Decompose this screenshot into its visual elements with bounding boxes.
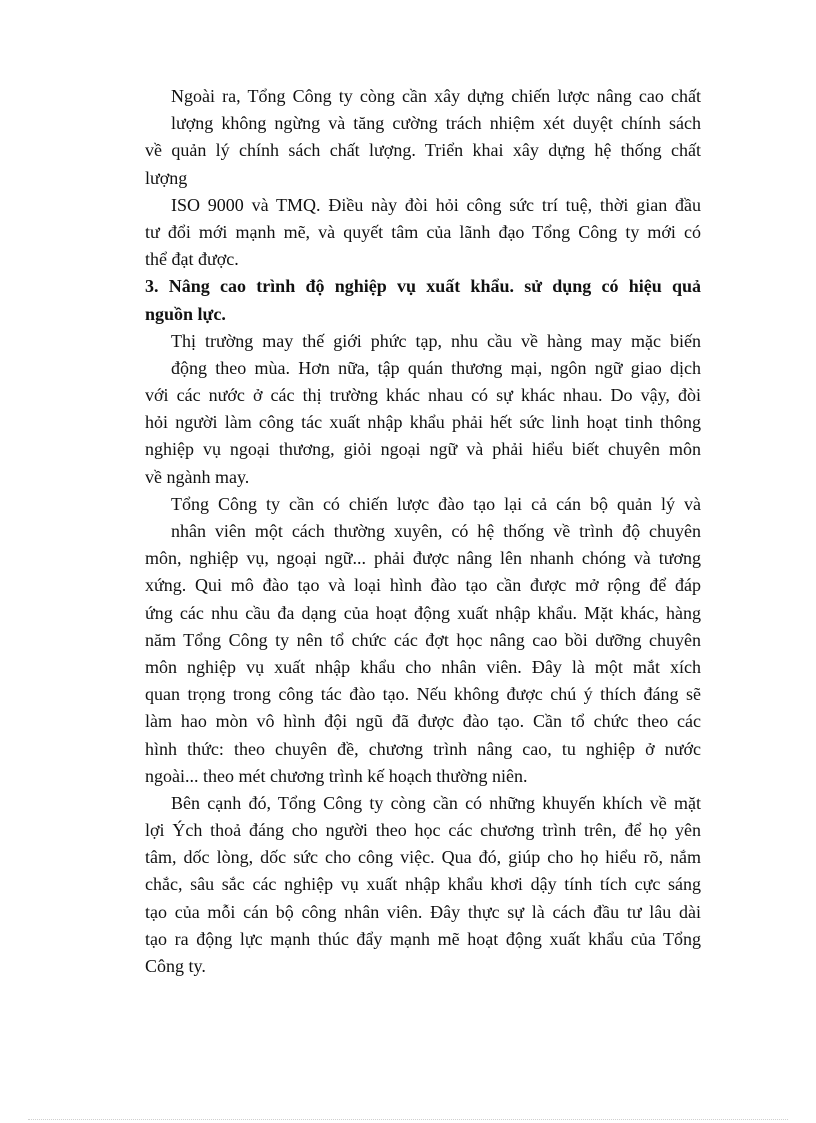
text-line: hình thức: theo chuyên đề, chương trình nâng cao, tu nghiệp ở nước	[145, 738, 701, 759]
text-line: Ngoài ra, Tổng Công ty còng cần xây dựng chiến lược nâng cao chất	[171, 86, 701, 106]
text-line: làm hao mòn vô hình đội ngũ đã được đào tạo. Cần tổ chức theo các	[145, 711, 701, 732]
text-line: nghiệp vụ ngoại thương, giỏi ngoại ngữ và phải hiểu biết chuyên môn	[145, 439, 701, 460]
text-line: tạo của mỗi cán bộ công nhân viên. Đây thực sự là cách đầu tư lâu dài	[145, 901, 701, 922]
text-line: tư đổi mới mạnh mẽ, và quyết tâm của lãnh đạo Tổng Công ty mới có	[145, 221, 701, 242]
text-line: chắc, sâu sắc các nghiệp vụ xuất nhập khẩu khơi dậy tính tích cực sáng	[145, 874, 701, 895]
text-line: quan trọng trong công tác đào tạo. Nếu không được chú ý thích đáng sẽ	[145, 684, 701, 705]
text-line: ứng các nhu cầu đa dạng của hoạt động xuất nhập khẩu. Mặt khác, hàng	[145, 602, 701, 623]
text-line: về ngành may.	[145, 466, 250, 487]
section-heading	[145, 273, 701, 327]
heading-line: 3. Nâng cao trình độ nghiệp vụ xuất khẩu. sử dụng có hiệu quả	[145, 276, 701, 297]
document-body	[145, 83, 701, 980]
text-line: ISO 9000 và TMQ. Điều này đòi hỏi công sức trí tuệ, thời gian đầu	[171, 194, 701, 215]
text-line: Bên cạnh đó, Tổng Công ty còng cần có những khuyến khích về mặt	[171, 792, 701, 813]
paragraph-incentives	[145, 790, 701, 980]
text-line: môn nghiệp vụ xuất nhập khẩu cho nhân viên. Đây là một mắt xích	[145, 656, 701, 677]
text-line: thể đạt được.	[145, 249, 239, 270]
text-line: xứng. Qui mô đào tạo và loại hình đào tạo cần được mở rộng để đáp	[145, 575, 701, 596]
page-bottom-rule	[28, 1119, 788, 1120]
text-line: ngoài... theo mét chương trình kế hoạch thường niên.	[145, 765, 528, 786]
text-line: Thị trường may thế giới phức tạp, nhu cầu về hàng may mặc biến	[171, 330, 701, 351]
text-line: môn, nghiệp vụ, ngoại ngữ... phải được nâng lên nhanh chóng và tương	[145, 548, 701, 569]
paragraph-training-strategy	[145, 491, 701, 790]
text-line: về quản lý chính sách chất lượng. Triển khai xây dựng hệ thống chất	[145, 140, 701, 161]
text-line: Tổng Công ty cần có chiến lược đào tạo lại cả cán bộ quản lý và	[171, 493, 701, 514]
text-line: tâm, dốc lòng, dốc sức cho công việc. Qua đó, giúp cho họ hiểu rõ, nắm	[145, 847, 701, 868]
text-line: lượng	[145, 167, 188, 188]
text-line: hỏi người làm công tác xuất nhập khẩu phải hết sức linh hoạt tinh thông	[145, 412, 701, 433]
text-line: năm Tổng Công ty nên tổ chức các đợt học nâng cao bồi dưỡng chuyên	[145, 629, 701, 650]
paragraph-quality-strategy	[145, 83, 701, 192]
text-line: lợi Ých thoả đáng cho người theo học các chương trình trên, để họ yên	[145, 820, 701, 841]
text-line: lượng không ngừng và tăng cường trách nhiệm xét duyệt chính sách	[171, 113, 701, 134]
paragraph-garment-market	[145, 328, 701, 491]
text-line: tạo ra động lực mạnh thúc đẩy mạnh mẽ hoạt động xuất khẩu của Tổng	[145, 928, 701, 949]
paragraph-iso-9000	[145, 192, 701, 274]
text-line: với các nước ở các thị trường khác nhau có sự khác nhau. Do vậy, đòi	[145, 385, 701, 406]
text-line: Công ty.	[145, 956, 206, 976]
text-line: nhân viên một cách thường xuyên, có hệ thống về trình độ chuyên	[171, 521, 701, 541]
heading-line: nguồn lực.	[145, 303, 226, 324]
text-line: động theo mùa. Hơn nữa, tập quán thương mại, ngôn ngữ giao dịch	[171, 357, 701, 378]
